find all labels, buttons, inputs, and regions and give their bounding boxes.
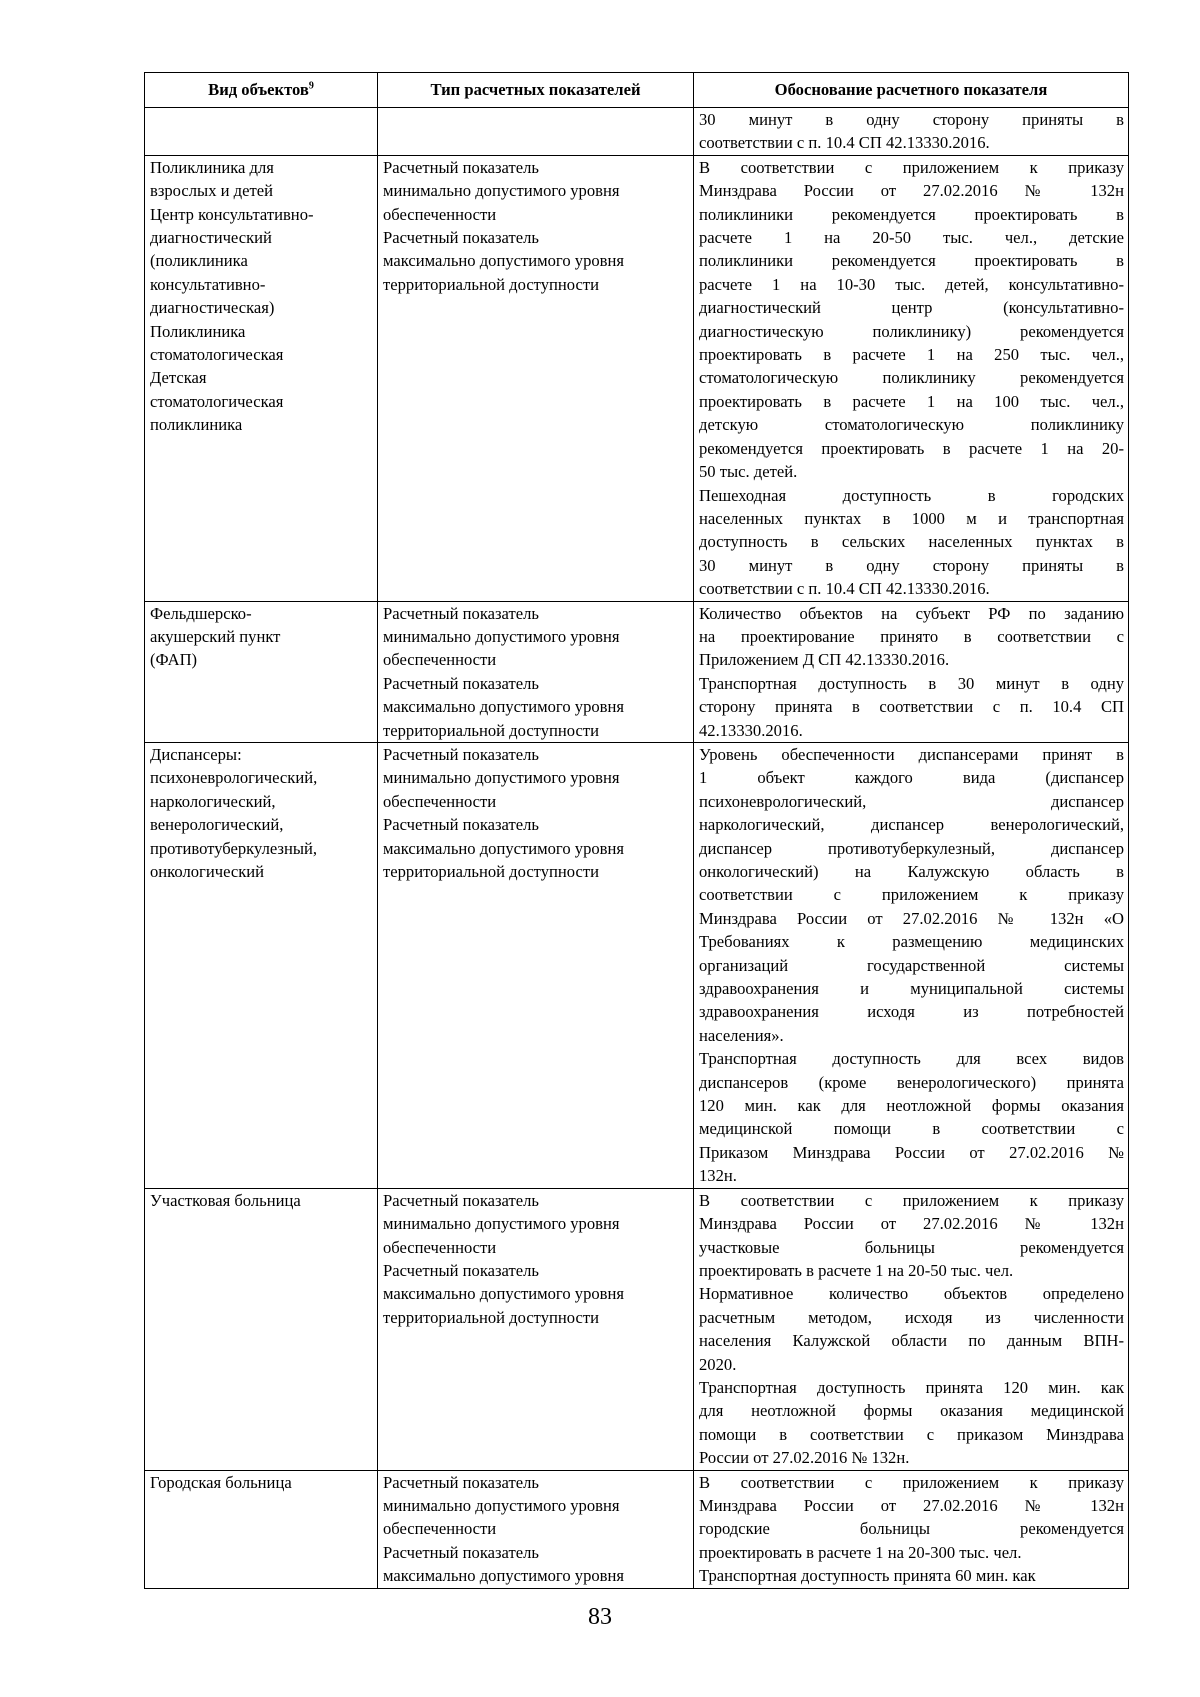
cell-text-line: Приложением Д СП 42.13330.2016. (699, 650, 950, 670)
cell-text-line: диспансер противотуберкулезный, диспансер (699, 838, 1124, 858)
cell-text-line: сторону принята в соответствии с п. 10.4 СП (699, 697, 1124, 717)
cell-text-line: Участковая больница (150, 1190, 301, 1210)
cell-text-line: Минздрава России от 27.02.2016 № 132н (699, 1495, 1124, 1515)
table-row (145, 601, 1129, 742)
cell-text-line: Расчетный показатель (383, 1190, 539, 1210)
cell-text-line: медицинской помощи в соответствии с (699, 1119, 1124, 1139)
cell-text-line: (ФАП) (150, 650, 198, 670)
footnote-ref: 9 (308, 80, 314, 92)
cell-text-line: максимально допустимого уровня (383, 838, 625, 858)
cell-text-line: России от 27.02.2016 № 132н. (699, 1448, 910, 1468)
indicator-type-cell (378, 1470, 694, 1588)
cell-text-line: 1 объект каждого вида (диспансер (699, 768, 1124, 788)
header-indicator-type: Тип расчетных показателей (378, 73, 694, 108)
justification-cell (694, 1470, 1129, 1588)
cell-text-line: для неотложной формы оказания медицинской (699, 1401, 1124, 1421)
page-number: 83 (588, 1604, 612, 1630)
cell-text-line: Детская (150, 368, 207, 388)
cell-text-line: Минздрава России от 27.02.2016 № 132н (699, 181, 1124, 201)
cell-text-line: 30 минут в одну сторону приняты в (699, 555, 1124, 575)
cell-text-line: городские больницы рекомендуется (699, 1519, 1124, 1539)
cell-text-line: диагностический центр (консультативно- (699, 298, 1124, 318)
cell-text-line: территориальной доступности (383, 862, 599, 881)
justification-cell (694, 742, 1129, 1188)
cell-text-line: расчете 1 на 20-50 тыс. чел., детские (699, 228, 1124, 248)
cell-text-line: Расчетный показатель (383, 228, 539, 248)
cell-text-line: соответствии с приложением к приказу (699, 885, 1124, 905)
cell-text-line: Транспортная доступность принята 60 мин. как (699, 1566, 1036, 1586)
cell-text-line: проектировать в расчете 1 на 100 тыс. чел., (699, 391, 1124, 411)
cell-text-line: максимально допустимого уровня (383, 1566, 625, 1586)
cell-text-line: обеспеченности (383, 791, 497, 811)
cell-text-line: проектировать в расчете 1 на 250 тыс. чел., (699, 345, 1124, 365)
object-type-cell (145, 1470, 378, 1588)
cell-text-line: Требованиях к размещению медицинских (699, 932, 1124, 952)
indicator-type-cell (378, 108, 694, 156)
indicator-type-cell (378, 155, 694, 601)
cell-text-line: Минздрава России от 27.02.2016 № 132н «О (699, 908, 1124, 928)
cell-text-line: стоматологическую поликлинику рекомендуется (699, 368, 1124, 388)
cell-text-line: наркологический, (150, 791, 276, 811)
cell-text-line: наркологический, диспансер венерологический, (699, 815, 1124, 835)
cell-text-line: максимально допустимого уровня (383, 1284, 625, 1304)
cell-text-line: Транспортная доступность для всех видов (699, 1049, 1124, 1069)
table-row (145, 108, 1129, 156)
cell-text-line: Расчетный показатель (383, 157, 539, 177)
cell-text-line: населения». (699, 1025, 784, 1045)
cell-text-line: противотуберкулезный, (150, 838, 318, 858)
header-object-type: Вид объектов$^9$ (145, 73, 378, 108)
cell-text-line: Количество объектов на субъект РФ по заданию (699, 603, 1124, 623)
cell-text-line: 2020. (699, 1354, 737, 1374)
cell-text-line: венерологический, (150, 815, 284, 835)
cell-text-line: здравоохранения исходя из потребностей (699, 1002, 1124, 1022)
cell-text-line: обеспеченности (383, 204, 497, 224)
cell-text-line: консультативно- (150, 274, 266, 294)
cell-text-line: Расчетный показатель (383, 603, 539, 623)
table-row (145, 1188, 1129, 1470)
cell-text-line: проектировать в расчете 1 на 20-300 тыс. чел. (699, 1542, 1022, 1562)
cell-text-line: диагностическая) (150, 298, 275, 318)
justification-cell (694, 1188, 1129, 1470)
cell-text-line: 132н. (699, 1166, 737, 1186)
cell-text-line: Приказом Минздрава России от 27.02.2016 № (699, 1142, 1124, 1162)
cell-text-line: минимально допустимого уровня (383, 1214, 620, 1234)
cell-text-line: онкологический (150, 862, 265, 881)
cell-text-line: Минздрава России от 27.02.2016 № 132н (699, 1214, 1124, 1234)
cell-text-line: Городская больница (150, 1472, 292, 1492)
table-row (145, 155, 1129, 601)
cell-text-line: Расчетный показатель (383, 815, 539, 835)
justification-cell (694, 155, 1129, 601)
cell-text-line: Расчетный показатель (383, 744, 539, 764)
cell-text-line: минимально допустимого уровня (383, 768, 620, 788)
table-row (145, 742, 1129, 1188)
cell-text-line: участковые больницы рекомендуется (699, 1237, 1124, 1257)
cell-text-line: Уровень обеспеченности диспансерами принят в (699, 744, 1124, 764)
cell-text-line: доступность в сельских населенных пунктах в (699, 532, 1124, 552)
cell-text-line: максимально допустимого уровня (383, 251, 625, 271)
indicator-type-cell (378, 601, 694, 742)
cell-text-line: населения Калужской области по данным ВПН- (699, 1331, 1124, 1351)
cell-text-line: минимально допустимого уровня (383, 626, 620, 646)
cell-text-line: 50 тыс. детей. (699, 462, 798, 482)
cell-text-line: диагностическую поликлинику) рекомендуется (699, 321, 1124, 341)
cell-text-line: минимально допустимого уровня (383, 1495, 620, 1515)
cell-text-line: Поликлиника (150, 321, 246, 341)
cell-text-line: соответствии с п. 10.4 СП 42.13330.2016. (699, 579, 990, 599)
cell-text-line: Нормативное количество объектов определено (699, 1284, 1124, 1304)
header-justification: Обоснование расчетного показателя (694, 73, 1129, 108)
norms-table (144, 72, 1129, 1589)
cell-text-line: онкологический) на Калужскую область в (699, 862, 1124, 881)
cell-text-line: стоматологическая (150, 391, 284, 411)
object-type-cell (145, 742, 378, 1188)
cell-text-line: расчете 1 на 10-30 тыс. детей, консультативно- (699, 274, 1124, 294)
cell-text-line: В соответствии с приложением к приказу (699, 157, 1124, 177)
cell-text-line: обеспеченности (383, 650, 497, 670)
cell-text-line: проектировать в расчете 1 на 20-50 тыс. чел. (699, 1260, 1014, 1280)
cell-text-line: обеспеченности (383, 1237, 497, 1257)
cell-text-line: помощи в соответствии с приказом Минздрава (699, 1424, 1124, 1444)
cell-text-line: территориальной доступности (383, 720, 599, 740)
cell-text-line: Транспортная доступность в 30 минут в одну (699, 673, 1124, 693)
cell-text-line: акушерский пункт (150, 626, 281, 646)
cell-text-line: расчетным методом, исходя из численности (699, 1307, 1124, 1327)
cell-text-line: диспансеров (кроме венерологического) принята (699, 1072, 1124, 1092)
cell-text-line: Пешеходная доступность в городских (699, 485, 1124, 505)
cell-text-line: Фельдшерско- (150, 603, 252, 623)
table-row (145, 1470, 1129, 1588)
cell-text-line: максимально допустимого уровня (383, 697, 625, 717)
cell-text-line: диагностический (150, 228, 272, 248)
cell-text-line: Расчетный показатель (383, 1472, 539, 1492)
cell-text-line: Расчетный показатель (383, 1542, 539, 1562)
justification-cell (694, 108, 1129, 156)
cell-text-line: В соответствии с приложением к приказу (699, 1472, 1124, 1492)
cell-text-line: Транспортная доступность принята 120 мин. как (699, 1377, 1124, 1397)
cell-text-line: взрослых и детей (150, 181, 273, 201)
cell-text-line: минимально допустимого уровня (383, 181, 620, 201)
cell-text-line: организаций государственной системы (699, 955, 1124, 975)
cell-text-line: психоневрологический, (150, 768, 318, 788)
cell-text-line: обеспеченности (383, 1519, 497, 1539)
cell-text-line: поликлиники рекомендуется проектировать в (699, 251, 1124, 271)
object-type-cell (145, 1188, 378, 1470)
cell-text-line: психоневрологический, диспансер (699, 791, 1124, 811)
cell-text-line: 120 мин. как для неотложной формы оказания (699, 1096, 1124, 1116)
cell-text-line: территориальной доступности (383, 274, 599, 294)
justification-cell (694, 601, 1129, 742)
cell-text-line: Центр консультативно- (150, 204, 314, 224)
object-type-cell (145, 155, 378, 601)
object-type-cell (145, 108, 378, 156)
cell-text-line: детскую стоматологическую поликлинику (699, 415, 1124, 435)
table-header-row (145, 73, 1129, 108)
table-body (145, 108, 1129, 1589)
cell-text-line: населенных пунктах в 1000 м и транспортная (699, 508, 1124, 528)
cell-text-line: поликлиники рекомендуется проектировать в (699, 204, 1124, 224)
cell-text-line: Расчетный показатель (383, 1260, 539, 1280)
cell-text-line: рекомендуется проектировать в расчете 1 на 20- (699, 438, 1124, 458)
cell-text-line: поликлиника (150, 415, 243, 435)
indicator-type-cell (378, 742, 694, 1188)
cell-text-line: здравоохранения и муниципальной системы (699, 979, 1124, 999)
cell-text-line: 30 минут в одну сторону приняты в (699, 110, 1124, 129)
cell-text-line: Расчетный показатель (383, 673, 539, 693)
cell-text-line: Диспансеры: (150, 744, 242, 764)
cell-text-line: (поликлиника (150, 251, 248, 271)
cell-text-line: соответствии с п. 10.4 СП 42.13330.2016. (699, 133, 990, 153)
cell-text-line: В соответствии с приложением к приказу (699, 1190, 1124, 1210)
cell-text-line: на проектирование принято в соответствии с (699, 626, 1124, 646)
cell-text-line: 42.13330.2016. (699, 720, 803, 740)
object-type-cell (145, 601, 378, 742)
indicator-type-cell (378, 1188, 694, 1470)
cell-text-line: стоматологическая (150, 345, 284, 365)
cell-text-line: Поликлиника для (150, 157, 274, 177)
cell-text-line: территориальной доступности (383, 1307, 599, 1327)
